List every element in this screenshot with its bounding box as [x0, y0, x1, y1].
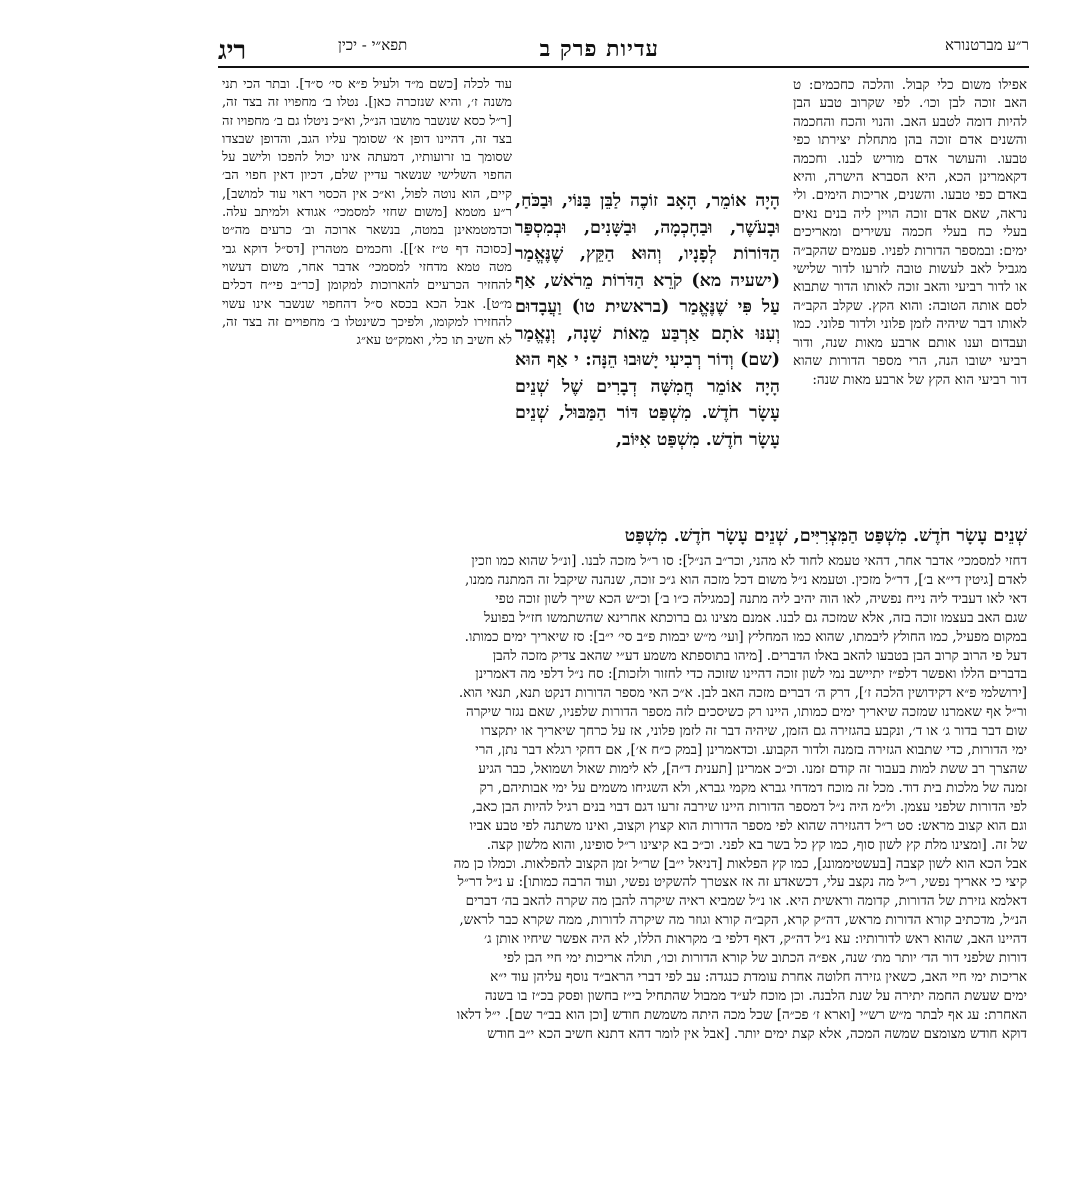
lower-commentary-line: בדברים הללו ואפשר דלפ״ז יתיישב נמי לשון זוכה דהיינו שזוכה כדי לחזור ולזכות]: סח נ״ל דלפי מה דאמרינן	[475, 666, 1027, 683]
lower-commentary-line: דורות שלפני דור הד׳ יותר מת׳ שנה, אפ״ה הכתוב של קורא הדורות וכו׳, תולה אריכות ימי חיי הבן לפי	[503, 950, 1027, 967]
lower-commentary-line: דהיינו האב, שהוא ראש לדורותיו: עא נ״ל דה״ק, דאף דלפי ב׳ מקראות הללו, לא היה אפשר שיחיו אותן ג׳	[483, 931, 1027, 948]
lower-commentary-line: שום דבר בדור ג׳ או ד׳, ונקבע בהגזירה גם הזמן, שיהיה דבר זה לזמן פלוני, אז על כרחך שיאריך או יתקצרו	[480, 723, 1027, 740]
header-title: עדיות פרק ב	[539, 36, 659, 62]
lower-commentary-line: [ירושלמי פ״א דקידושין הלכה ז׳], דרק ה׳ דברים מזכה האב לבן. א״כ האי מספר הדורות דנקט תנא, תנאי הוא.	[458, 685, 1027, 702]
header-rule	[218, 66, 1029, 68]
lower-commentary-line: הנ״ל, מדכתיב קורא הדורות מראש, דה״ק קרא, הקב״ה קורא וגוזר מה שיקרה לדורות, ממה שקרא כבר לראש,	[459, 912, 1027, 929]
lower-commentary-line: וגם הוא קצוב מראש: סט ר״ל דהגזירה שהוא לפי מספר הדורות הוא קצוץ וקצוב, ואינו משתנה לפי טבע אביו	[469, 817, 1027, 834]
bartenura-text: אפילו משום כלי קבול. והלכה כחכמים: ט האב זוכה לבן וכו׳. לפי שקרוב טבע הבן להיות דומה לטבע האב. והנוי והכח והחכמה והשנים אדם זוכה בהן מתחלת יצירתו כפי טבעו. והעושר אדם מוריש לבנו. וחכמה דקאמרינן הכא, היא הסברא הישרה, והיא באדם כפי טבעו. והשנים, אריכות הימים. ולי נראה, שאם אדם זוכה הויין ליה בנים נאים בעלי כח בעלי חכמה עשירים ומאריכים ימים: ובמספר הדורות לפניו. פעמים שהקב״ה מגביל לאב לעשות טובה לזרעו לדור שלישי או לדור רביעי והאב זוכה לאותו הדור שתבוא לסם אותה הטובה: והוא הקץ. שקלב הקב״ה לאותו דבר שיהיה לזמן פלוני ולדור פלוני. כמו ועבדום וענו אותם ארבע מאות שנה, ודור רביעי ישובו הנה, הרי מספר הדורות שהוא דור רביעי הוא הקץ של ארבע מאות שנה:	[793, 77, 1027, 388]
mishnah-continuation-text: שְׁנֵים עָשָׂר חֹדֶשׁ. מִשְׁפַּט הַמִּצְרִיִּים, שְׁנֵים עָשָׂר חֹדֶשׁ. מִשְׁפַּט	[624, 526, 1027, 546]
lower-commentary-line: דחזי למסמכי׳ אדבר אחר, דהאי טעמא לחוד לא מהני, וכר״ב הנ״ל]: סו ר״ל מזכה לבנו. [ונ״ל שהוא כמו וזכין	[471, 553, 1027, 569]
lower-commentary-line: לאדם [גיטין די״א ב׳], דר״ל מזכין. וטעמא נ״ל משום דכל מזכה הוא ג״כ זוכה, שנהנה שיקבל זה המתנה ממנו,	[465, 571, 1027, 588]
lower-commentary-line: דאי לאו דעביד ליה נייח נפשיה, לאו הוה יהיב ליה מתנה [כמגילה כ״ו ב׳] וכ״ש הכא שייך לשון זוכה טפי	[495, 590, 1027, 607]
lower-commentary	[222, 552, 1027, 1044]
lower-commentary-line: ימי הדורות, כדי שתבוא הגזירה בזמנה ולדור הקבוע. וכדאמרינן [במק כ״ח א׳], אם דחקי רגלא דבר נתן, הרי	[475, 742, 1027, 759]
header-secondary-commentary: תפא״י - יכין	[338, 36, 408, 54]
header-commentator: ר״ע מברטנורא	[945, 36, 1029, 54]
lower-commentary-line: לפי הדורות שלפני עצמן. ול״מ היה נ״ל דמספר הדורות היינו שירבה זרעו דגם דבוי בנים רגיל להיות הבן כאב,	[471, 798, 1027, 815]
lower-commentary-line: האחרת: עג אף לבתר מ״ש רש״י [וארא ז׳ פכ״ה] שכל מכה היתה משמשת חודש [וכן הוא בב״ר שם]. י״ל דלאו	[456, 1006, 1027, 1023]
lower-commentary-line: שהצרך רב ששת למות בעבור זה קודם זמנו. וכ״כ אמרינן [תענית ד״ה], לא לימות שאול ושמואל, כבר הגיע	[478, 760, 1027, 777]
upper-left-commentary	[222, 76, 512, 350]
lower-commentary-line: דאלמא גזירת של הדורות, קדומה וראשית היא. או נ״ל שמביא ראיה שיקרה להבן מה שקרה להאב בה׳ דברים	[465, 893, 1027, 910]
lower-commentary-line: של זה. [ומצינו מלת קץ לשון סוף, כמו קץ כל בשר בא לפני. וכ״כ בא קיצינו ר״ל סופינו, והוא מלשון קצה.	[486, 836, 1027, 853]
mishnah-text-block	[515, 188, 780, 453]
lower-commentary-line: דעל פי הרוב קרוב הבן בטבעו להאב באלו הדברים. [מיהו בתוספתא משמע דע״י שהאב צדיק מזכה להבן	[492, 647, 1027, 664]
lower-commentary-line: ימים שעשת החמה יתירה על שנת הלבנה. וכן מוכח לע״ד ממבול שהתחיל בי״ז בחשון ופסק בכ״ז בו בשנה	[484, 987, 1027, 1004]
mishnah-continuation	[222, 523, 1027, 549]
lower-commentary-line: קיצי כי אאריך נפשי, ר״ל מה נקצב עלי, דכשאדע זה אז אצטרך להשקיט נפשי, ועוד הרבה כמותו]: ע נ״ל דר״ל	[457, 874, 1027, 891]
mishnah-text: הָיָה אוֹמֵר, הָאָב זוֹכֶה לַבֵּן בַּנּוֹי, וּבַכֹּחַ, וּבָעֹשֶׁר, וּבַחָכְמָה, וּבַשָּׁנִים, וּבְמִסְפַּר הַדּוֹרוֹת לְפָנָיו, וְהוּא הַקֵּץ, שֶׁנֶּאֱמַר (ישעיה מא) קֹרֵא הַדֹּרוֹת מֵרֹאשׁ, אַף עַל פִּי שֶׁנֶּאֱמַר (בראשית טו) וַעֲבָדוּם וְעִנּוּ אֹתָם אַרְבַּע מֵאוֹת שָׁנָה, וְנֶאֱמַר (שם) וְדוֹר רְבִיעִי יָשׁוּבוּ הֵנָּה: י אַף הוּא הָיָה אוֹמֵר חֲמִשָּׁה דְבָרִים שֶׁל שְׁנֵים עָשָׂר חֹדֶשׁ. מִשְׁפַּט דּוֹר הַמַּבּוּל, שְׁנֵים עָשָׂר חֹדֶשׁ. מִשְׁפַּט אִיּוֹב,	[515, 191, 780, 450]
lower-commentary-line: שגם האב בעצמו זוכה בזה, אלא שמזכה גם לבנו. אמנם מצינו גם ברוכתא אחרינא שהשתמשו חז״ל בפועל	[484, 609, 1027, 626]
lower-commentary-line: ור״ל אף שאמרנו שמזכה שיאריך ימים כמותו, היינו רק כשיסכים לזה מספר הדורות שלפניו, שאם נגזר שיקרה	[465, 704, 1027, 721]
page-header	[218, 32, 1029, 66]
lower-commentary-line: אריכות ימי חיי האב, כשאין גזירה חלוטה אחרת עומדת כנגדה: עב לפי דברי הראב״ד נוסף עליהן עוד י״א	[490, 968, 1027, 985]
lower-commentary-line: אבל הכא הוא לשון קצבה [בעשטיממונג], כמו קץ הפלאות [דניאל י״ב] שר״ל זמן הקצוב להפלאות. וכמלו כן מה	[453, 855, 1027, 872]
lower-commentary-line: במקום מפעיל, כמו החולץ ליבמתו, שהוא כמו המחליץ [ועי׳ מ״ש יבמות פ״ב סי׳ י״ב]: סז שיאריך ימים כמותו.	[464, 628, 1027, 645]
lower-commentary-line: זמנה של מלכות בית דוד. מכל זה מוכח דמדחי גברא מקמי גברא, ולא השגיחו משמים על ימי אבותיהם, רק	[479, 779, 1027, 796]
lower-commentary-line: דוקא חודש מצומצם שמשה המכה, אלא קצת ימים יותר. [אבל אין לומר דהא דתנא חשיב הכא י״ב חודש	[487, 1025, 1027, 1042]
upper-left-commentary-text: עוד לכלה [כשם מ״ד ולעיל פ״א סי׳ ס״ד]. ובתר הכי תני משנה ז׳, והיא שנזכרה כאן]. נטלו ב׳ מחפויו זה בצד זה, [ר״ל כסא שנשבר מושבו הנ״ל, וא״כ ניטלו גם ב׳ מחפויו זה בצד זה, דהיינו דופן א׳ שסומך עליו הגב, והדופן שבצדו שסומך בו זרועותיו, דמעתה אינו יכול להפכו ולישב על החפוי השלישי שנשאר עדיין שלם, דכיון דאין חפוי הב׳ קיים, הוא נוטה לפול, וא״כ אין הכסוי ראוי עוד למושב], ר״ע מטמא [משום שחזי למסמכי׳ אגודא ולמיתב עלה. וכדמטמאינן במטה, בנשאר ארוכה וב׳ כרעים מה״ט [כסוכה דף ט״ז א׳]]. וחכמים מטהרין [דס״ל דוקא גבי מטה טמא מדחזי למסמכי׳ אדבר אחר, משום דעשוי להחזיר הכרעיים להארוכות למקומן [כר״ב פי״ח דכלים מ״ט]. אבל הכא בכסא ס״ל דהחפוי שנשבר אינו עשוי להחזירו למקומו, ולפיכך כשינטלו ב׳ מחפויים זה בצד זה, לא חשיב תו כלי, ואמק״ט עא״ג	[222, 77, 512, 349]
bartenura-commentary	[793, 76, 1027, 389]
page-number: ריג	[218, 36, 247, 66]
